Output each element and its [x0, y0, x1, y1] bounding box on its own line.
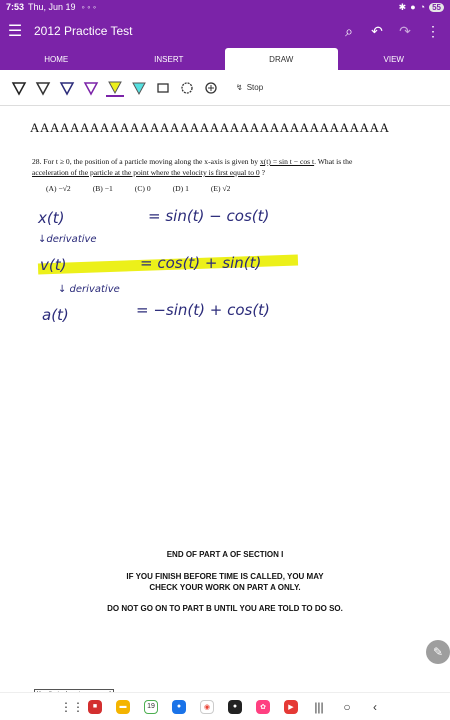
- choice-c: (C) 0: [134, 184, 151, 193]
- add-pen-icon[interactable]: [202, 79, 220, 97]
- question-part1: For t ≥ 0, the position of a particle moving along the x-axis is given by: [43, 157, 259, 166]
- app-drawer-icon[interactable]: ⋮⋮: [60, 699, 84, 714]
- tab-draw[interactable]: DRAW: [225, 48, 338, 70]
- pen-dark-icon[interactable]: [34, 79, 52, 97]
- question-end: ?: [261, 168, 266, 177]
- more-icon[interactable]: ⋮: [426, 22, 440, 39]
- tab-insert[interactable]: INSERT: [154, 54, 184, 64]
- home-icon[interactable]: ○: [343, 699, 351, 714]
- recents-icon[interactable]: |||: [314, 699, 324, 714]
- pen-blue-icon[interactable]: [58, 79, 76, 97]
- question-number: 28.: [32, 157, 42, 166]
- messages-icon[interactable]: ●: [172, 700, 186, 714]
- pen-black-icon[interactable]: [10, 79, 28, 97]
- pen-purple-icon[interactable]: [82, 79, 100, 97]
- tab-home[interactable]: HOME: [44, 54, 69, 64]
- back-icon[interactable]: ‹: [373, 699, 377, 714]
- eraser-icon[interactable]: [154, 79, 172, 97]
- undo-icon[interactable]: ↶: [371, 22, 383, 39]
- status-bar: [0, 0, 450, 14]
- ink-replay-icon: ↯: [236, 83, 243, 92]
- highlighter-yellow-icon[interactable]: [106, 79, 124, 97]
- end-of-part-heading: END OF PART A OF SECTION I: [166, 550, 284, 559]
- bluetooth-icon: ✱: [398, 1, 407, 12]
- handwritten-xt: x(t): [38, 209, 65, 227]
- battery-badge: 55: [429, 3, 444, 12]
- handwritten-vt: v(t): [40, 256, 67, 274]
- app-red-icon[interactable]: ■: [88, 700, 102, 714]
- android-nav-bar: [0, 692, 450, 720]
- answer-choices: [46, 184, 230, 193]
- search-icon[interactable]: ⌕: [345, 22, 353, 39]
- status-right: [399, 2, 444, 13]
- app-folder-icon[interactable]: ▬: [116, 700, 130, 714]
- ribbon-tabs: [0, 48, 450, 70]
- handwritten-at: a(t): [42, 306, 69, 324]
- note-page[interactable]: [0, 106, 450, 692]
- tab-view[interactable]: VIEW: [383, 54, 404, 64]
- do-not-proceed-notice: DO NOT GO ON TO PART B UNTIL YOU ARE TOLD TO DO SO.: [107, 604, 343, 613]
- pencil-icon: ✎: [432, 645, 444, 659]
- choice-a: (A) −√2: [46, 184, 71, 193]
- notebook-title: 2012 Practice Test: [34, 24, 133, 38]
- menu-icon[interactable]: ☰: [7, 23, 23, 40]
- wifi-icon: ◔: [419, 2, 426, 12]
- handwritten-derivative-1: ↓derivative: [38, 234, 97, 245]
- calendar-day: 19: [147, 703, 155, 710]
- status-date: Thu, Jun 19: [28, 2, 76, 12]
- lasso-icon[interactable]: [178, 79, 196, 97]
- question-text: [32, 156, 442, 178]
- choice-b: (B) −1: [92, 184, 113, 193]
- notification-icons: ◦ ◦ ◦: [81, 2, 97, 12]
- app-actions: [342, 23, 450, 40]
- choice-d: (D) 1: [172, 184, 189, 193]
- answer-key-row: AAAAAAAAAAAAAAAAAAAAAAAAAAAAAAAAAAAA: [30, 120, 390, 135]
- stop-button[interactable]: [236, 83, 263, 92]
- finish-notice-line1: IF YOU FINISH BEFORE TIME IS CALLED, YOU MAY: [126, 572, 324, 581]
- choice-e: (E) √2: [210, 184, 231, 193]
- finish-notice-line2: CHECK YOUR WORK ON PART A ONLY.: [149, 583, 301, 592]
- handwritten-xt-equation: = sin(t) − cos(t): [148, 207, 270, 225]
- calendar-app-icon[interactable]: [144, 700, 158, 714]
- location-icon: ●: [410, 2, 416, 12]
- stop-label: Stop: [246, 83, 264, 92]
- app-bar: [0, 14, 450, 48]
- question-function: x(t) = sin t − cos t: [259, 157, 315, 166]
- handwritten-at-equation: = −sin(t) + cos(t): [136, 301, 270, 319]
- status-time: 7:53: [6, 2, 25, 12]
- highlighter-cyan-icon[interactable]: [130, 79, 148, 97]
- app-dark-icon[interactable]: ●: [228, 700, 242, 714]
- handwritten-derivative-2: ↓ derivative: [58, 284, 120, 295]
- question-line2: acceleration of the particle at the point where the velocity is first equal to 0: [32, 168, 260, 177]
- draw-fab-button[interactable]: [426, 640, 450, 664]
- question-part2: . What is the: [314, 157, 353, 166]
- app-pink-icon[interactable]: ✿: [256, 700, 270, 714]
- handwritten-vt-equation: = cos(t) + sin(t): [140, 254, 262, 272]
- redo-icon[interactable]: ↷: [399, 22, 411, 39]
- app-red-round-icon[interactable]: ▶: [284, 700, 298, 714]
- chrome-icon[interactable]: ◉: [200, 700, 214, 714]
- draw-toolbar: [0, 70, 450, 106]
